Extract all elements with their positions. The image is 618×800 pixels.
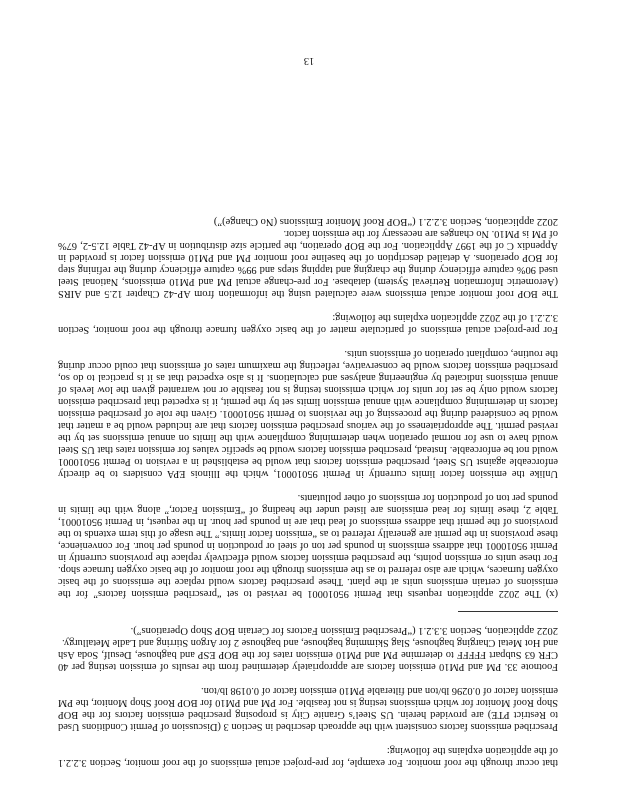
document-body xyxy=(58,203,558,768)
section-citation-roof-monitor: 2022 application, Section 3.2.2.1 (“BOP Roof Monitor Emissions (No Change)”) xyxy=(213,216,558,227)
paragraph-roof-monitor-intro: For pre-project actual emissions of particulate matter of the basic oxygen furnace through the roof monitor, Section 3.2.2.1 of the 2022 application explains the following: xyxy=(58,312,558,335)
section-citation: 2022 application, Section 3.3.2.1 (“Prescribed Emission Factors for Certain BOP Shop Operations”). xyxy=(130,625,558,636)
paragraph-enforceability: Unlike the emission factor limits currently in Permit 95010001, which the Illinois EPA considers to be directly enforceable against US Steel, prescribed emission factors that would be established in a revision to Permit 95010001 would not be enforceable. Instead, prescribed emission factors would be specific values for emission rates that US Steel would have to use for normal operation when determining compliance with the limits on annual emissions set by the revised permit. The appropriateness of the various prescribed emission factors that are included would be a matter that would be considered during the processing of the revisions to Permit 95010001. Given the role of prescribed emission factors in determining compliance with annual emission limits set by the permit, it is expected that prescribed emission factors would only be set for units for which emissions testing is not feasible or not warranted given the low levels of annual emissions indicated by engineering analyses and calculations. It is also expected that as it is practical to do so, prescribed emission factors would be conservative, reflecting the maximum rates of emissions that could occur during the routine, compliant operation of emissions units. xyxy=(58,348,558,479)
paragraph-intro: that occur through the roof monitor. For example, for pre-project actual emissions of the roof monitor, Section 3.2.2.1 of the application explains the following: xyxy=(58,745,558,768)
footnote-33: Footnote 33. PM and PM10 emission factors are appropriately determined from the results of emission testing per 40 CFR 63 Subpart FFFFF to determine PM and PM10 emission rates for the BOP ESP and baghouse, Desulf, Soda Ash and Hot Metal Charging baghouse, Slag Skimming baghouse, and baghouse 2 for Argon Stirring and Ladle Metallurgy. xyxy=(58,637,558,672)
block-quote-prescribed-factors: Prescribed emissions factors consistent with the approach described in Section 3 (Discussion of Permit Conditions Used to Restrict PTE) are provided herein. US Steel’s Granite City is proposing prescribed emission factors for the BOP Shop Roof Monitor for which emissions testing is not feasible. For PM and PM10 for BOP Roof Shop Monitor, the PM emission factor of 0.0296 lb/ton and filterable PM10 emission factor of 0.0198 lb/ton. xyxy=(58,685,558,732)
page-number: 13 xyxy=(303,55,315,66)
divider-rule xyxy=(458,611,558,612)
block-quote-roof-monitor: The BOP roof monitor actual emissions were calculated using the information from AP-42 Chapter 12.5 and AIRS (Aerometric Information Retrieval System) database. For pre-change actual PM and PM10 emissions, National Steel used 90% capture efficiency during the charging and tapping steps and 99% capture efficiency during the refining step for BOP operations. A detailed description of the baseline roof monitor PM and PM10 emission factor is provided in Appendix C of the 1997 Application. For the BOP operation, the particle size distribution in AP-42 Table 12.5-2, 67% of PM is PM10. No changes are necessary for the emission factor. xyxy=(58,228,558,299)
paragraph-x-request: (x) The 2022 application requests that Permit 95010001 be revised to set “prescribed emission factors” for the emissions of certain emissions units at the plant. These prescribed factors would replace the emissions of the basic oxygen furnaces, which are also referred to as the emissions through the roof monitor of the basic oxygen furnace shop. For these units or emission points, the prescribed emission factors would effectively replace the provisions currently in Permit 95010001 that address emissions in pounds per ton of steel or production in pounds per hour. For convenience, these provisions in the permit are generally referred to as “emission factor limits.” The usage of this term extends to the provisions of the permit that address emissions of lead that are in pounds per hour. In the request, in Permit 95010001, Table 2, these limits for lead emissions are listed under the heading of “Emission Factor,” along with the limits in pounds per ton of production for emissions of other pollutants. xyxy=(58,492,558,599)
